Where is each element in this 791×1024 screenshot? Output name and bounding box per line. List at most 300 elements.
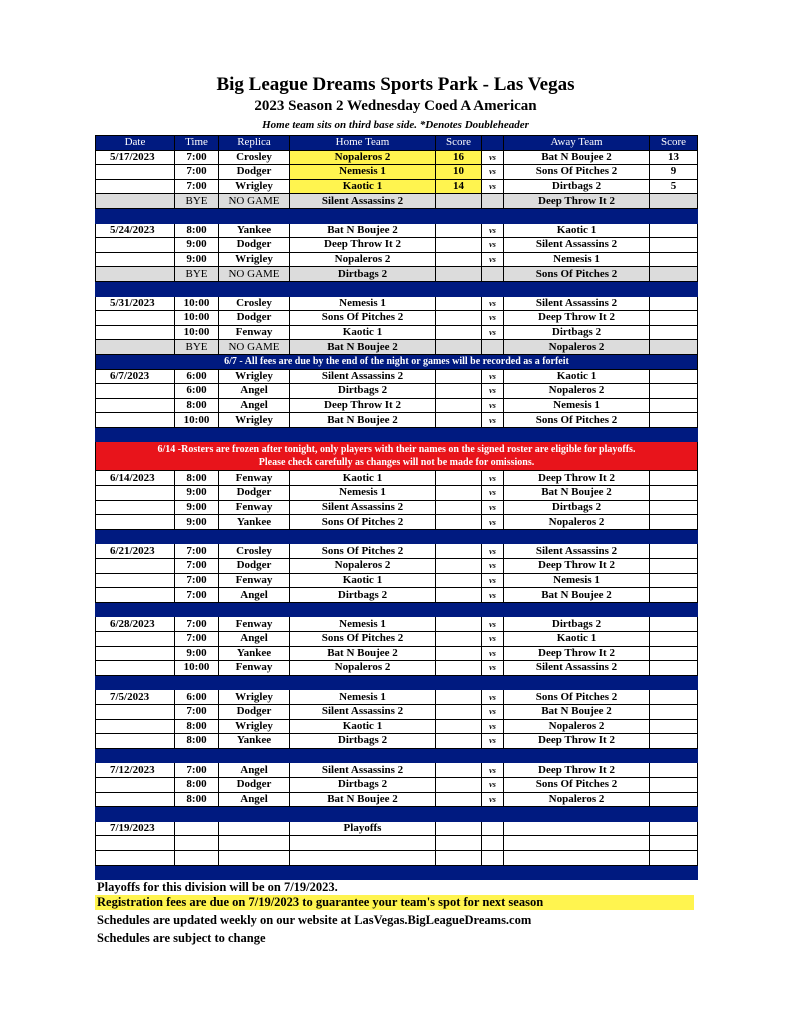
away-team-cell: Deep Throw It 2 <box>504 559 650 574</box>
game-row <box>96 325 698 340</box>
vs-cell: vs <box>482 296 504 311</box>
bye-row <box>96 267 698 282</box>
home-score-cell <box>436 296 482 311</box>
col-header-away-score: Score <box>650 136 698 151</box>
time-cell: 8:00 <box>175 792 219 807</box>
schedule-table <box>95 135 698 880</box>
home-team-cell: Sons Of Pitches 2 <box>290 632 436 647</box>
game-row <box>96 632 698 647</box>
home-score-cell <box>436 267 482 282</box>
separator-cell <box>96 208 698 223</box>
away-score-cell <box>650 398 698 413</box>
date-cell <box>96 165 175 180</box>
home-score-cell <box>436 617 482 632</box>
vs-cell: vs <box>482 690 504 705</box>
separator-row <box>96 865 698 880</box>
game-row <box>96 690 698 705</box>
game-row <box>96 179 698 194</box>
home-team-cell: Dirtbags 2 <box>290 384 436 399</box>
replica-cell: Crosley <box>219 150 290 165</box>
away-team-cell: Bat N Boujee 2 <box>504 588 650 603</box>
alert-line-1: 6/14 -Rosters are frozen after tonight, only players with their names on the signed roster are eligible for playoffs. <box>157 444 636 456</box>
home-team-cell: Kaotic 1 <box>290 471 436 486</box>
home-team-cell: Dirtbags 2 <box>290 777 436 792</box>
game-row <box>96 252 698 267</box>
schedule-body <box>96 150 698 880</box>
away-score-cell <box>650 588 698 603</box>
replica-cell: Crosley <box>219 544 290 559</box>
away-score-cell <box>650 369 698 384</box>
away-score-cell <box>650 792 698 807</box>
date-cell <box>96 252 175 267</box>
home-score-cell <box>436 413 482 428</box>
away-score-cell <box>650 486 698 501</box>
away-score-cell <box>650 413 698 428</box>
replica-cell: Wrigley <box>219 719 290 734</box>
away-team-cell: Kaotic 1 <box>504 632 650 647</box>
vs-cell <box>482 267 504 282</box>
away-score-cell <box>650 384 698 399</box>
game-row <box>96 763 698 778</box>
home-team-cell: Bat N Boujee 2 <box>290 646 436 661</box>
date-cell <box>96 719 175 734</box>
date-cell <box>96 850 175 865</box>
date-cell <box>96 515 175 530</box>
vs-cell: vs <box>482 369 504 384</box>
home-score-cell <box>436 661 482 676</box>
away-score-cell <box>650 223 698 238</box>
away-team-cell: Nemesis 1 <box>504 573 650 588</box>
vs-cell: vs <box>482 413 504 428</box>
home-team-cell: Nemesis 1 <box>290 165 436 180</box>
vs-cell: vs <box>482 588 504 603</box>
separator-row <box>96 807 698 822</box>
away-team-cell: Nopaleros 2 <box>504 719 650 734</box>
bye-row <box>96 340 698 355</box>
away-score-cell: 5 <box>650 179 698 194</box>
home-score-cell <box>436 559 482 574</box>
home-team-cell <box>290 850 436 865</box>
away-team-cell: Nopaleros 2 <box>504 515 650 530</box>
header-note: Home team sits on third base side. *Denotes Doubleheader <box>262 119 529 131</box>
replica-cell: Crosley <box>219 296 290 311</box>
time-cell: BYE <box>175 267 219 282</box>
playoff-row <box>96 821 698 836</box>
vs-cell <box>482 340 504 355</box>
replica-cell: Fenway <box>219 661 290 676</box>
game-row <box>96 296 698 311</box>
date-cell <box>96 413 175 428</box>
date-cell <box>96 777 175 792</box>
time-cell: 7:00 <box>175 763 219 778</box>
away-score-cell <box>650 194 698 209</box>
vs-cell: vs <box>482 544 504 559</box>
away-score-cell <box>650 311 698 326</box>
home-score-cell <box>436 821 482 836</box>
home-score-cell <box>436 573 482 588</box>
home-team-cell: Silent Assassins 2 <box>290 763 436 778</box>
date-cell <box>96 179 175 194</box>
replica-cell: Dodger <box>219 777 290 792</box>
time-cell: BYE <box>175 194 219 209</box>
home-score-cell <box>436 325 482 340</box>
away-score-cell <box>650 296 698 311</box>
vs-cell: vs <box>482 311 504 326</box>
away-team-cell: Sons Of Pitches 2 <box>504 777 650 792</box>
replica-cell: Wrigley <box>219 179 290 194</box>
date-cell <box>96 559 175 574</box>
game-row <box>96 704 698 719</box>
vs-cell: vs <box>482 719 504 734</box>
replica-cell: Yankee <box>219 223 290 238</box>
replica-cell: NO GAME <box>219 194 290 209</box>
date-cell <box>96 238 175 253</box>
home-score-cell <box>436 223 482 238</box>
time-cell: 9:00 <box>175 238 219 253</box>
replica-cell: Angel <box>219 632 290 647</box>
game-row <box>96 573 698 588</box>
game-row <box>96 734 698 749</box>
time-cell: 9:00 <box>175 500 219 515</box>
home-team-cell: Silent Assassins 2 <box>290 369 436 384</box>
separator-cell <box>96 529 698 544</box>
vs-cell: vs <box>482 617 504 632</box>
home-score-cell <box>436 850 482 865</box>
away-score-cell <box>650 544 698 559</box>
away-team-cell: Dirtbags 2 <box>504 325 650 340</box>
col-header-date: Date <box>96 136 175 151</box>
vs-cell: vs <box>482 165 504 180</box>
away-score-cell <box>650 515 698 530</box>
alert-row <box>96 442 698 471</box>
blank-row <box>96 836 698 851</box>
away-team-cell: Nemesis 1 <box>504 252 650 267</box>
home-score-cell <box>436 194 482 209</box>
vs-cell: vs <box>482 763 504 778</box>
home-score-cell <box>436 238 482 253</box>
away-team-cell: Deep Throw It 2 <box>504 734 650 749</box>
time-cell: 9:00 <box>175 515 219 530</box>
vs-cell <box>482 194 504 209</box>
away-score-cell <box>650 704 698 719</box>
replica-cell: Angel <box>219 763 290 778</box>
separator-row <box>96 208 698 223</box>
footer-playoffs-note: Playoffs for this division will be on 7/19/2023. <box>97 880 338 894</box>
home-score-cell <box>436 792 482 807</box>
home-score-cell <box>436 734 482 749</box>
home-score-cell <box>436 646 482 661</box>
separator-cell <box>96 281 698 296</box>
home-team-cell: Sons Of Pitches 2 <box>290 515 436 530</box>
away-team-cell: Nopaleros 2 <box>504 340 650 355</box>
date-cell <box>96 646 175 661</box>
away-score-cell: 13 <box>650 150 698 165</box>
vs-cell: vs <box>482 238 504 253</box>
home-team-cell: Bat N Boujee 2 <box>290 413 436 428</box>
replica-cell <box>219 821 290 836</box>
replica-cell: Fenway <box>219 500 290 515</box>
home-team-cell: Nopaleros 2 <box>290 150 436 165</box>
time-cell: 6:00 <box>175 690 219 705</box>
separator-row <box>96 748 698 763</box>
game-row <box>96 544 698 559</box>
away-team-cell: Nemesis 1 <box>504 398 650 413</box>
away-team-cell: Sons Of Pitches 2 <box>504 413 650 428</box>
replica-cell: Angel <box>219 792 290 807</box>
away-team-cell: Bat N Boujee 2 <box>504 150 650 165</box>
home-score-cell: 16 <box>436 150 482 165</box>
notice-text: 6/7 - All fees are due by the end of the night or games will be recorded as a forfeit <box>96 354 698 369</box>
footer-registration-note: Registration fees are due on 7/19/2023 to guarantee your team's spot for next season <box>95 895 694 910</box>
vs-cell: vs <box>482 646 504 661</box>
home-team-cell: Silent Assassins 2 <box>290 194 436 209</box>
time-cell: 10:00 <box>175 296 219 311</box>
date-cell <box>96 486 175 501</box>
away-team-cell: Deep Throw It 2 <box>504 194 650 209</box>
away-score-cell <box>650 690 698 705</box>
date-cell: 7/5/2023 <box>96 690 175 705</box>
vs-cell <box>482 821 504 836</box>
away-team-cell: Bat N Boujee 2 <box>504 704 650 719</box>
home-team-cell: Playoffs <box>290 821 436 836</box>
separator-cell <box>96 807 698 822</box>
vs-cell: vs <box>482 398 504 413</box>
away-score-cell <box>650 252 698 267</box>
bye-row <box>96 194 698 209</box>
vs-cell: vs <box>482 500 504 515</box>
away-team-cell <box>504 836 650 851</box>
home-score-cell <box>436 763 482 778</box>
replica-cell <box>219 850 290 865</box>
date-cell <box>96 573 175 588</box>
time-cell: 10:00 <box>175 325 219 340</box>
home-score-cell <box>436 836 482 851</box>
replica-cell: Wrigley <box>219 252 290 267</box>
date-cell: 5/24/2023 <box>96 223 175 238</box>
replica-cell: Wrigley <box>219 690 290 705</box>
home-team-cell: Dirtbags 2 <box>290 588 436 603</box>
away-team-cell: Silent Assassins 2 <box>504 238 650 253</box>
game-row <box>96 515 698 530</box>
vs-cell: vs <box>482 734 504 749</box>
time-cell: 7:00 <box>175 544 219 559</box>
replica-cell: Fenway <box>219 325 290 340</box>
away-score-cell <box>650 340 698 355</box>
time-cell: 7:00 <box>175 165 219 180</box>
home-team-cell: Deep Throw It 2 <box>290 238 436 253</box>
replica-cell: NO GAME <box>219 267 290 282</box>
home-score-cell <box>436 704 482 719</box>
away-team-cell <box>504 850 650 865</box>
home-score-cell <box>436 588 482 603</box>
replica-cell: Dodger <box>219 165 290 180</box>
away-score-cell <box>650 821 698 836</box>
home-score-cell <box>436 719 482 734</box>
vs-cell: vs <box>482 223 504 238</box>
vs-cell: vs <box>482 252 504 267</box>
date-cell <box>96 632 175 647</box>
game-row <box>96 777 698 792</box>
away-score-cell <box>650 573 698 588</box>
game-row <box>96 150 698 165</box>
date-cell <box>96 267 175 282</box>
time-cell: 10:00 <box>175 413 219 428</box>
time-cell: 8:00 <box>175 471 219 486</box>
away-team-cell: Silent Assassins 2 <box>504 544 650 559</box>
away-score-cell <box>650 238 698 253</box>
date-cell <box>96 311 175 326</box>
replica-cell: Fenway <box>219 471 290 486</box>
date-cell: 5/31/2023 <box>96 296 175 311</box>
date-cell: 5/17/2023 <box>96 150 175 165</box>
alert-line-2: Please check carefully as changes will not be made for omissions. <box>258 457 535 469</box>
date-cell <box>96 734 175 749</box>
away-team-cell: Kaotic 1 <box>504 369 650 384</box>
vs-cell: vs <box>482 325 504 340</box>
alert-cell <box>96 442 698 471</box>
home-score-cell <box>436 471 482 486</box>
replica-cell: Dodger <box>219 704 290 719</box>
footer-website-note: Schedules are updated weekly on our website at LasVegas.BigLeagueDreams.com <box>97 913 532 927</box>
table-header-row <box>96 136 698 151</box>
vs-cell: vs <box>482 486 504 501</box>
date-cell <box>96 661 175 676</box>
home-team-cell: Kaotic 1 <box>290 325 436 340</box>
game-row <box>96 617 698 632</box>
away-team-cell: Sons Of Pitches 2 <box>504 690 650 705</box>
home-team-cell: Sons Of Pitches 2 <box>290 544 436 559</box>
time-cell: 8:00 <box>175 223 219 238</box>
separator-cell <box>96 748 698 763</box>
away-score-cell <box>650 836 698 851</box>
time-cell: 7:00 <box>175 588 219 603</box>
time-cell: 7:00 <box>175 704 219 719</box>
away-team-cell: Sons Of Pitches 2 <box>504 267 650 282</box>
time-cell: 9:00 <box>175 252 219 267</box>
away-score-cell <box>650 559 698 574</box>
separator-row <box>96 529 698 544</box>
time-cell <box>175 850 219 865</box>
away-team-cell: Silent Assassins 2 <box>504 661 650 676</box>
vs-cell: vs <box>482 471 504 486</box>
game-row <box>96 369 698 384</box>
date-cell: 6/28/2023 <box>96 617 175 632</box>
away-score-cell <box>650 763 698 778</box>
col-header-away-team: Away Team <box>504 136 650 151</box>
replica-cell: Fenway <box>219 617 290 632</box>
home-team-cell: Deep Throw It 2 <box>290 398 436 413</box>
away-score-cell <box>650 777 698 792</box>
time-cell: 7:00 <box>175 617 219 632</box>
home-score-cell <box>436 486 482 501</box>
home-team-cell: Bat N Boujee 2 <box>290 223 436 238</box>
vs-cell: vs <box>482 559 504 574</box>
time-cell: 8:00 <box>175 398 219 413</box>
game-row <box>96 486 698 501</box>
home-team-cell: Bat N Boujee 2 <box>290 340 436 355</box>
home-team-cell: Nopaleros 2 <box>290 559 436 574</box>
separator-cell <box>96 675 698 690</box>
home-team-cell: Kaotic 1 <box>290 573 436 588</box>
game-row <box>96 311 698 326</box>
notice-row <box>96 354 698 369</box>
replica-cell: Dodger <box>219 311 290 326</box>
separator-row <box>96 281 698 296</box>
time-cell: 6:00 <box>175 384 219 399</box>
col-header-vs <box>482 136 504 151</box>
away-score-cell: 9 <box>650 165 698 180</box>
home-score-cell <box>436 515 482 530</box>
home-team-cell: Nopaleros 2 <box>290 661 436 676</box>
away-score-cell <box>650 500 698 515</box>
game-row <box>96 588 698 603</box>
vs-cell: vs <box>482 573 504 588</box>
game-row <box>96 413 698 428</box>
blank-row <box>96 850 698 865</box>
separator-cell <box>96 865 698 880</box>
home-score-cell <box>436 500 482 515</box>
home-score-cell <box>436 252 482 267</box>
vs-cell <box>482 836 504 851</box>
time-cell <box>175 821 219 836</box>
home-team-cell: Nemesis 1 <box>290 617 436 632</box>
replica-cell: Yankee <box>219 646 290 661</box>
home-team-cell: Silent Assassins 2 <box>290 500 436 515</box>
home-team-cell <box>290 836 436 851</box>
game-row <box>96 223 698 238</box>
date-cell <box>96 792 175 807</box>
home-score-cell <box>436 690 482 705</box>
date-cell: 6/21/2023 <box>96 544 175 559</box>
date-cell <box>96 340 175 355</box>
vs-cell: vs <box>482 777 504 792</box>
home-team-cell: Nemesis 1 <box>290 486 436 501</box>
separator-cell <box>96 602 698 617</box>
vs-cell: vs <box>482 632 504 647</box>
time-cell: 7:00 <box>175 573 219 588</box>
time-cell: 8:00 <box>175 777 219 792</box>
home-team-cell: Kaotic 1 <box>290 719 436 734</box>
time-cell: 10:00 <box>175 311 219 326</box>
page-title: Big League Dreams Sports Park - Las Vegas <box>216 74 575 95</box>
date-cell: 6/7/2023 <box>96 369 175 384</box>
away-score-cell <box>650 267 698 282</box>
replica-cell: NO GAME <box>219 340 290 355</box>
home-score-cell <box>436 384 482 399</box>
away-team-cell: Deep Throw It 2 <box>504 763 650 778</box>
home-score-cell <box>436 369 482 384</box>
time-cell: 7:00 <box>175 632 219 647</box>
away-team-cell: Dirtbags 2 <box>504 617 650 632</box>
date-cell: 7/19/2023 <box>96 821 175 836</box>
page-subtitle: 2023 Season 2 Wednesday Coed A American <box>254 98 537 114</box>
date-cell: 7/12/2023 <box>96 763 175 778</box>
game-row <box>96 471 698 486</box>
away-team-cell: Nopaleros 2 <box>504 792 650 807</box>
away-team-cell: Silent Assassins 2 <box>504 296 650 311</box>
home-score-cell: 10 <box>436 165 482 180</box>
time-cell: 8:00 <box>175 719 219 734</box>
time-cell: BYE <box>175 340 219 355</box>
away-team-cell: Deep Throw It 2 <box>504 646 650 661</box>
time-cell: 7:00 <box>175 150 219 165</box>
date-cell <box>96 500 175 515</box>
vs-cell: vs <box>482 704 504 719</box>
time-cell <box>175 836 219 851</box>
away-score-cell <box>650 471 698 486</box>
away-team-cell: Dirtbags 2 <box>504 179 650 194</box>
date-cell <box>96 384 175 399</box>
